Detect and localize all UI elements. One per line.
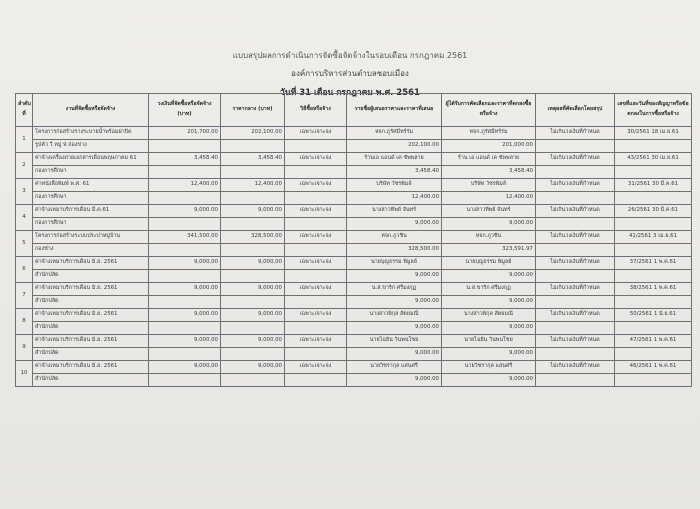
empty-cell [615, 192, 692, 205]
row-number: 2 [16, 153, 33, 179]
bid-price: 12,400.00 [347, 192, 442, 205]
row-number: 8 [16, 309, 33, 335]
contract-number-date: 43/2561 30 เม.ย.61 [615, 153, 692, 166]
item-description: ค่าจ้างเหมาบริการเดือน มิ.ย. 2561 [33, 283, 149, 296]
table-row-continuation [16, 270, 692, 283]
budget-amount: 201,700.00 [149, 127, 221, 140]
contract-number-date: 47/2561 1 พ.ค.61 [615, 335, 692, 348]
selection-reason: ไม่เกินวงเงินที่กำหนด [536, 179, 615, 192]
empty-cell [221, 140, 285, 153]
empty-cell [615, 140, 692, 153]
table-row [16, 179, 692, 192]
table-row-continuation [16, 140, 692, 153]
winning-price: 9,000.00 [442, 270, 536, 283]
winning-price: 9,000.00 [442, 322, 536, 335]
median-price: 9,000.00 [221, 283, 285, 296]
col-header-budget: วงเงินที่จัดซื้อหรือจัดจ้าง (บาท) [149, 94, 221, 127]
procurement-method: เฉพาะเจาะจง [285, 309, 347, 322]
table-row [16, 335, 692, 348]
table-row [16, 283, 692, 296]
empty-cell [615, 270, 692, 283]
budget-amount: 9,000.00 [149, 361, 221, 374]
winner-name: นางสาวพิกุล สัตยมณี [442, 309, 536, 322]
empty-cell [149, 140, 221, 153]
empty-cell [285, 322, 347, 335]
empty-cell [149, 270, 221, 283]
col-header-reason: เหตุผลที่คัดเลือกโดยสรุป [536, 94, 615, 127]
winning-price: 3,458.40 [442, 166, 536, 179]
empty-cell [285, 218, 347, 231]
empty-cell [149, 218, 221, 231]
table-row [16, 127, 692, 140]
empty-cell [221, 270, 285, 283]
selection-reason: ไม่เกินวงเงินที่กำหนด [536, 361, 615, 374]
empty-cell [285, 374, 347, 387]
selection-reason: ไม่เกินวงเงินที่กำหนด [536, 127, 615, 140]
empty-cell [149, 192, 221, 205]
empty-cell [615, 218, 692, 231]
item-department: สำนักปลัด [33, 348, 149, 361]
item-department: กองช่าง [33, 244, 149, 257]
median-price: 3,458.40 [221, 153, 285, 166]
empty-cell [221, 322, 285, 335]
empty-cell [536, 192, 615, 205]
empty-cell [221, 374, 285, 387]
bidder-name: นายไฉยิน วินพนโชย [347, 335, 442, 348]
bidder-name: นางสาวทิพย์ จันทร์ [347, 205, 442, 218]
table-row-continuation [16, 192, 692, 205]
col-header-bidders: รายชื่อผู้เสนอราคาและราคาที่เสนอ [347, 94, 442, 127]
empty-cell [536, 218, 615, 231]
winner-name: นายวิชรากุล แสนศรี [442, 361, 536, 374]
median-price: 9,000.00 [221, 361, 285, 374]
median-price: 9,000.00 [221, 309, 285, 322]
bid-price: 9,000.00 [347, 218, 442, 231]
bid-price: 9,000.00 [347, 270, 442, 283]
procurement-method: เฉพาะเจาะจง [285, 257, 347, 270]
budget-amount: 12,400.00 [149, 179, 221, 192]
row-number: 4 [16, 205, 33, 231]
median-price: 328,500.00 [221, 231, 285, 244]
col-header-no: ลำดับที่ [16, 94, 33, 127]
col-header-winner: ผู้ได้รับการคัดเลือกและราคาที่ตกลงซื้อหรือจ้าง [442, 94, 536, 127]
empty-cell [285, 140, 347, 153]
item-description: ค่าจ้างเหมาบริการเดือน มิ.ย. 2561 [33, 257, 149, 270]
empty-cell [536, 270, 615, 283]
bidder-name: นายบุญธรรม พิมูลย์ [347, 257, 442, 270]
item-department: กองการศึกษา [33, 218, 149, 231]
col-header-method: วิธีซื้อหรือจ้าง [285, 94, 347, 127]
winning-price: 9,000.00 [442, 218, 536, 231]
item-department: รูปตัว วี หมู่ 9 ถ่องข่าง [33, 140, 149, 153]
empty-cell [536, 140, 615, 153]
table-header-row [16, 94, 692, 127]
empty-cell [221, 348, 285, 361]
item-description: ค่าจ้างเหมาบริการเดือน มิ.ย. 2561 [33, 309, 149, 322]
contract-number-date: 37/2561 1 พ.ค.61 [615, 257, 692, 270]
median-price: 202,100.00 [221, 127, 285, 140]
item-description: ค่าหนังสือพิมพ์ พ.ศ. 61 [33, 179, 149, 192]
table-row-continuation [16, 348, 692, 361]
empty-cell [615, 244, 692, 257]
winning-price: 9,000.00 [442, 348, 536, 361]
empty-cell [536, 322, 615, 335]
budget-amount: 341,500.00 [149, 231, 221, 244]
empty-cell [285, 270, 347, 283]
empty-cell [149, 348, 221, 361]
empty-cell [221, 166, 285, 179]
item-description: ค่าจ้างเหมาบริการเดือน มิ.ย. 2561 [33, 335, 149, 348]
selection-reason: ไม่เกินวงเงินที่กำหนด [536, 153, 615, 166]
report-title: แบบสรุปผลการดำเนินการจัดซื้อจัดจ้างในรอบเดือน กรกฎาคม 2561 [232, 51, 468, 60]
table-row [16, 257, 692, 270]
winning-price: 12,400.00 [442, 192, 536, 205]
table-row [16, 309, 692, 322]
item-description: ค่าจ้างเครื่องถ่ายเอกสารเดือนพฤษภาคม 61 [33, 153, 149, 166]
table-row-continuation [16, 322, 692, 335]
procurement-method: เฉพาะเจาะจง [285, 153, 347, 166]
report-date: วันที่ 31 เดือน กรกฎาคม พ.ศ. 2561 [280, 88, 420, 98]
item-department: สำนักปลัด [33, 322, 149, 335]
contract-number-date: 31/2561 30 มี.ค.61 [615, 179, 692, 192]
selection-reason: ไม่เกินวงเงินที่กำหนด [536, 335, 615, 348]
table-row [16, 361, 692, 374]
row-number: 5 [16, 231, 33, 257]
winning-price: 323,591.97 [442, 244, 536, 257]
median-price: 9,000.00 [221, 257, 285, 270]
median-price: 12,400.00 [221, 179, 285, 192]
contract-number-date: 38/2561 1 พ.ค.61 [615, 283, 692, 296]
selection-reason: ไม่เกินวงเงินที่กำหนด [536, 205, 615, 218]
empty-cell [149, 244, 221, 257]
empty-cell [221, 192, 285, 205]
item-department: กองการศึกษา [33, 192, 149, 205]
procurement-method: เฉพาะเจาะจง [285, 361, 347, 374]
empty-cell [149, 322, 221, 335]
bidder-name: หจก.ภูรัศมีทร์ร่ม [347, 127, 442, 140]
table-row-continuation [16, 218, 692, 231]
row-number: 7 [16, 283, 33, 309]
table-row [16, 153, 692, 166]
item-description: โครงการก่อสร้างระบบประปาหมู่บ้าน [33, 231, 149, 244]
winner-name: นายไฉยิน วินพนโชย [442, 335, 536, 348]
col-header-contract: เลขที่และวันที่ของสัญญาหรือข้อตกลงในการซื้อหรือจ้าง [615, 94, 692, 127]
procurement-method: เฉพาะเจาะจง [285, 205, 347, 218]
budget-amount: 9,000.00 [149, 257, 221, 270]
contract-number-date: 46/2561 1 พ.ค.61 [615, 361, 692, 374]
budget-amount: 3,458.40 [149, 153, 221, 166]
median-price: 9,000.00 [221, 335, 285, 348]
procurement-method: เฉพาะเจาะจง [285, 231, 347, 244]
empty-cell [285, 244, 347, 257]
empty-cell [536, 296, 615, 309]
empty-cell [285, 192, 347, 205]
empty-cell [615, 374, 692, 387]
table-row [16, 231, 692, 244]
item-department: กองการศึกษา [33, 166, 149, 179]
empty-cell [536, 374, 615, 387]
winner-name: หจก.ภูรัศมีทร์ร่ม [442, 127, 536, 140]
bid-price: 202,100.00 [347, 140, 442, 153]
procurement-method: เฉพาะเจาะจง [285, 335, 347, 348]
contract-number-date: 41/2561 3 เม.ย.61 [615, 231, 692, 244]
selection-reason: ไม่เกินวงเงินที่กำหนด [536, 231, 615, 244]
empty-cell [221, 244, 285, 257]
winner-name: น.ส.ขาริก ศรีมงกุฏ [442, 283, 536, 296]
item-department: สำนักปลัด [33, 296, 149, 309]
bidder-name: ร้านเอ แอนด์ เค ซัพพลาย [347, 153, 442, 166]
bidder-name: นายวิชรากุล แสนศรี [347, 361, 442, 374]
winner-name: นายบุญธรรม พิมูลย์ [442, 257, 536, 270]
budget-amount: 9,000.00 [149, 335, 221, 348]
bid-price: 9,000.00 [347, 348, 442, 361]
row-number: 6 [16, 257, 33, 283]
bid-price: 9,000.00 [347, 322, 442, 335]
empty-cell [536, 166, 615, 179]
empty-cell [285, 296, 347, 309]
procurement-method: เฉพาะเจาะจง [285, 179, 347, 192]
empty-cell [615, 348, 692, 361]
bid-price: 328,500.00 [347, 244, 442, 257]
table-row-continuation [16, 374, 692, 387]
winner-name: นางสาวทิพย์ จันทร์ [442, 205, 536, 218]
empty-cell [615, 166, 692, 179]
col-header-item: งานที่จัดซื้อหรือจัดจ้าง [33, 94, 149, 127]
row-number: 10 [16, 361, 33, 387]
median-price: 9,000.00 [221, 205, 285, 218]
empty-cell [536, 244, 615, 257]
contract-number-date: 26/2561 30 มี.ค.61 [615, 205, 692, 218]
procurement-method: เฉพาะเจาะจง [285, 127, 347, 140]
empty-cell [536, 348, 615, 361]
table-row-continuation [16, 244, 692, 257]
item-description: ค่าจ้างเหมาบริการเดือน มี.ค.61 [33, 205, 149, 218]
bidder-name: บริษัท วัชรพิมล์ [347, 179, 442, 192]
winning-price: 201,000.00 [442, 140, 536, 153]
procurement-table [15, 93, 692, 387]
budget-amount: 9,000.00 [149, 283, 221, 296]
winning-price: 9,000.00 [442, 296, 536, 309]
selection-reason: ไม่เกินวงเงินที่กำหนด [536, 257, 615, 270]
bid-price: 9,000.00 [347, 374, 442, 387]
empty-cell [615, 296, 692, 309]
winner-name: หจก.ภูวชิน [442, 231, 536, 244]
selection-reason: ไม่เกินวงเงินที่กำหนด [536, 283, 615, 296]
empty-cell [615, 322, 692, 335]
row-number: 3 [16, 179, 33, 205]
bidder-name: น.ส.ขาริก ศรีมงกุฏ [347, 283, 442, 296]
row-number: 9 [16, 335, 33, 361]
organization-name: องค์การบริหารส่วนตำบลชอบเมือง [291, 69, 409, 78]
empty-cell [221, 218, 285, 231]
contract-number-date: 30/2561 18 เม.ย.61 [615, 127, 692, 140]
contract-number-date: 50/2561 1 มิ.ย.61 [615, 309, 692, 322]
budget-amount: 9,000.00 [149, 309, 221, 322]
empty-cell [285, 348, 347, 361]
item-department: สำนักปลัด [33, 374, 149, 387]
item-department: สำนักปลัด [33, 270, 149, 283]
budget-amount: 9,000.00 [149, 205, 221, 218]
table-row-continuation [16, 296, 692, 309]
item-description: ค่าจ้างเหมาบริการเดือน มิ.ย. 2561 [33, 361, 149, 374]
empty-cell [149, 166, 221, 179]
row-number: 1 [16, 127, 33, 153]
table-row-continuation [16, 166, 692, 179]
procurement-method: เฉพาะเจาะจง [285, 283, 347, 296]
winning-price: 9,000.00 [442, 374, 536, 387]
bid-price: 3,458.40 [347, 166, 442, 179]
empty-cell [221, 296, 285, 309]
winner-name: บริษัท วัชรพิมล์ [442, 179, 536, 192]
empty-cell [285, 166, 347, 179]
selection-reason: ไม่เกินวงเงินที่กำหนด [536, 309, 615, 322]
bid-price: 9,000.00 [347, 296, 442, 309]
table-row [16, 205, 692, 218]
item-description: โครงการก่อสร้างรางระบายน้ำพร้อมฝาปิด [33, 127, 149, 140]
empty-cell [149, 374, 221, 387]
empty-cell [149, 296, 221, 309]
bidder-name: นางสาวพิกุล สัตยมณี [347, 309, 442, 322]
winner-name: ร้าน เอ แอนด์ เค ซัพพลาย [442, 153, 536, 166]
col-header-median-price: ราคากลาง (บาท) [221, 94, 285, 127]
bidder-name: หจก.ภูวชิน [347, 231, 442, 244]
